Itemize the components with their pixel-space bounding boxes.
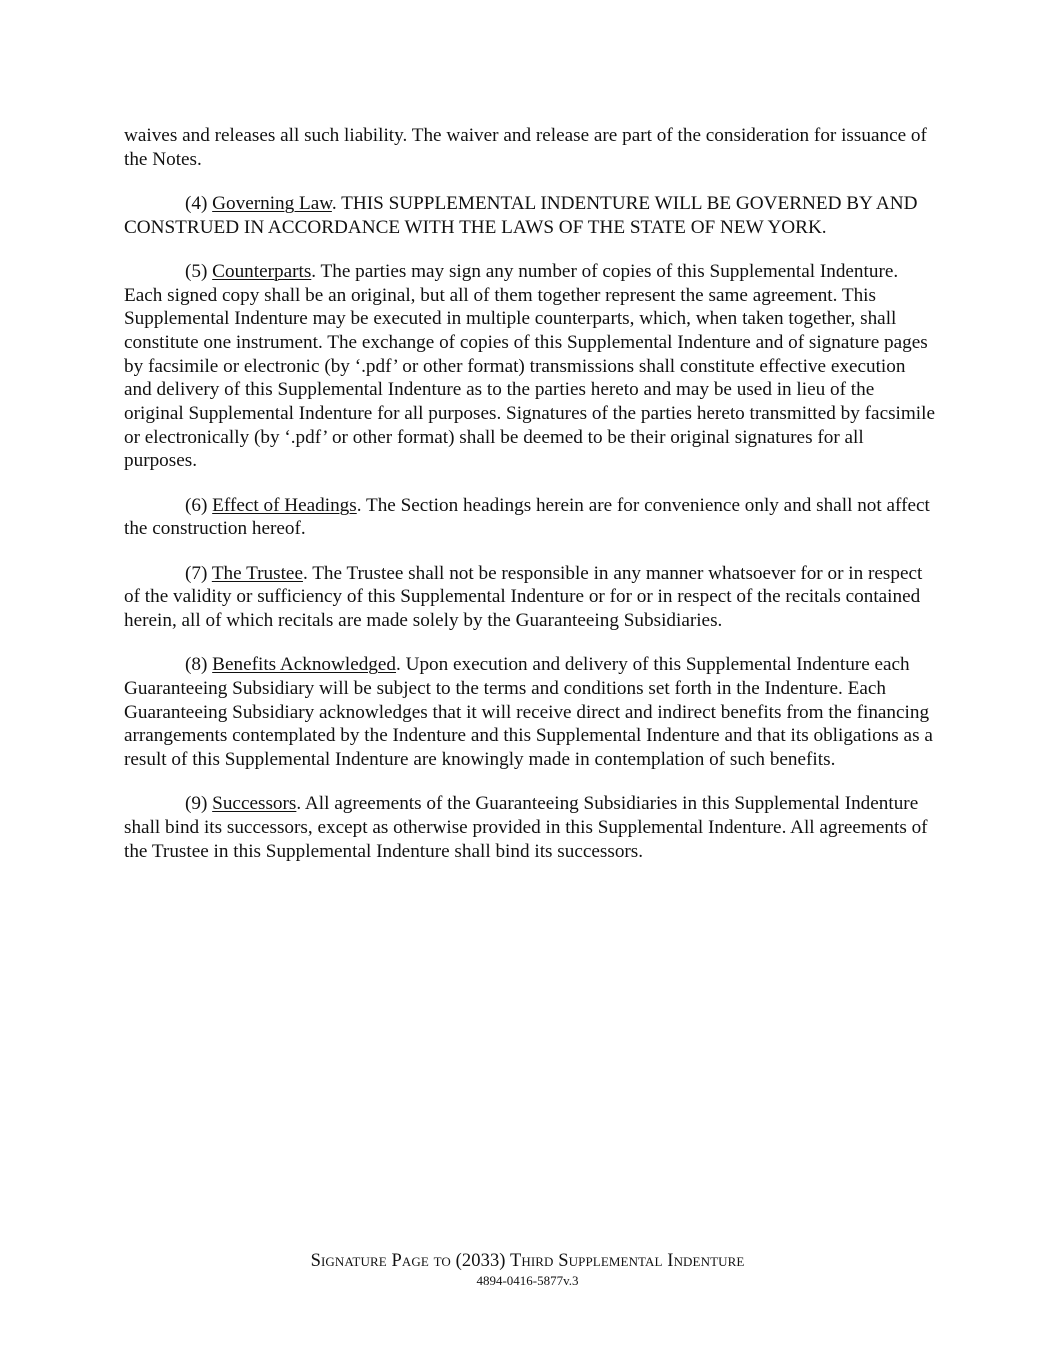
section-number: (6) xyxy=(185,494,208,516)
section-number: (9) xyxy=(185,793,208,815)
section-number: (8) xyxy=(185,654,208,676)
footer-document-id: 4894-0416-5877v.3 xyxy=(476,1273,579,1288)
section-text: . The parties may sign any number of copies of this Supplemental Indenture. Each signed copy shall be an original, but all of them together represent the same agreement. This Supplemental Indenture may be executed in multiple counterparts, which, when taken together, shall constitute one instrument. The exchange of copies of this Supplemental Indenture and of signature pages by facsimile or electronic (by ‘.pdf’ or other format) transmissions shall constitute effective execution and delivery of this Supplemental Indenture as to the parties hereto and may be used in lieu of the original Supplemental Indenture for all purposes. Signatures of the parties hereto transmitted by facsimile or electronically (by ‘.pdf’ or other format) shall be deemed to be their original signatures for all purposes. xyxy=(124,260,935,472)
section-heading: Effect of Headings xyxy=(212,494,357,516)
section-number: (4) xyxy=(185,192,208,214)
section-heading: Counterparts xyxy=(212,260,312,282)
page-footer xyxy=(0,1250,1055,1288)
section-text: . The Section headings herein are for convenience only and shall not affect the construction hereof. xyxy=(124,494,930,540)
section-heading: Benefits Acknowledged xyxy=(212,654,397,676)
section-successors xyxy=(124,792,936,863)
section-heading: Governing Law xyxy=(212,192,332,214)
section-effect-of-headings xyxy=(124,494,936,541)
section-text: . All agreements of the Guaranteeing Subsidiaries in this Supplemental Indenture shall bind its successors, except as otherwise provided in this Supplemental Indenture. All agreements of the Trustee in this Supplemental Indenture shall bind its successors. xyxy=(124,793,928,862)
section-heading: The Trustee xyxy=(211,562,303,584)
document-body xyxy=(124,124,936,884)
section-number: (5) xyxy=(185,260,208,282)
section-text: . Upon execution and delivery of this Supplemental Indenture each Guaranteeing Subsidiary will be subject to the terms and conditions set forth in the Indenture. Each Guaranteeing Subsidiary acknowledges that it will receive direct and indirect benefits from the financing arrangements contemplated by the Indenture and this Supplemental Indenture and that its obligations as a result of this Supplemental Indenture are knowingly made in contemplation of such benefits. xyxy=(124,654,933,770)
section-heading: Successors xyxy=(212,793,297,815)
footer-title: Signature Page to (2033) Third Supplemental Indenture xyxy=(310,1251,745,1271)
section-text: . THIS SUPPLEMENTAL INDENTURE WILL BE GOVERNED BY AND CONSTRUED IN ACCORDANCE WITH THE LAWS OF THE STATE OF NEW YORK. xyxy=(124,192,918,238)
section-the-trustee xyxy=(124,562,936,633)
section-counterparts xyxy=(124,260,936,473)
section-governing-law xyxy=(124,192,936,239)
section-text: . The Trustee shall not be responsible in any manner whatsoever for or in respect of the validity or sufficiency of this Supplemental Indenture or for or in respect of the recitals contained herein, all of which recitals are made solely by the Guaranteeing Subsidiaries. xyxy=(124,562,923,631)
section-number: (7) xyxy=(185,562,208,584)
section-benefits-acknowledged xyxy=(124,653,936,772)
continuation-paragraph: waives and releases all such liability. The waiver and release are part of the consideration for issuance of the Notes. xyxy=(124,125,927,170)
